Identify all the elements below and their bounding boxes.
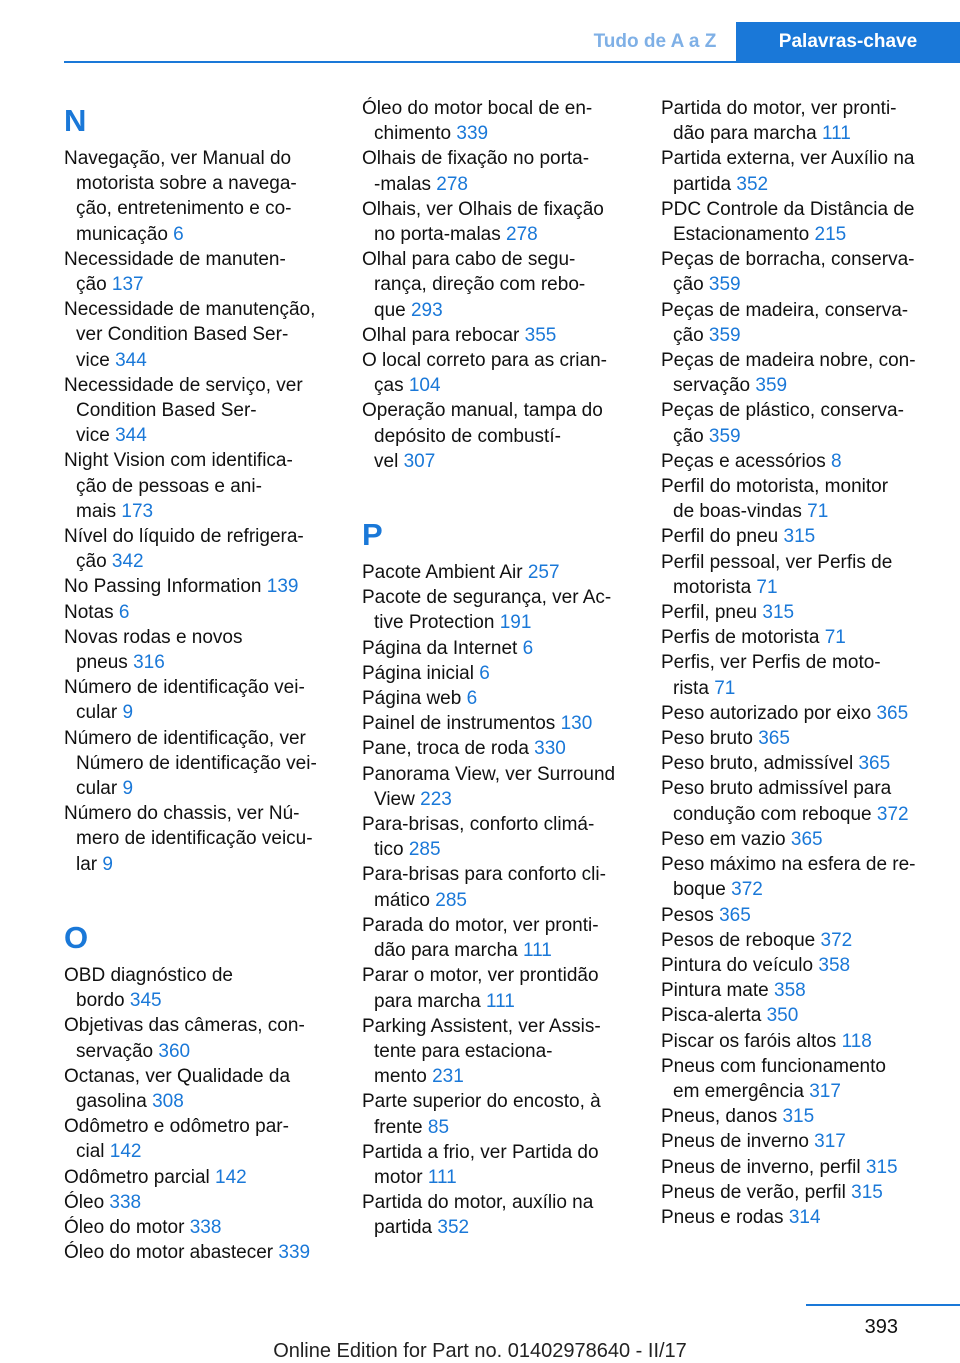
index-entry [362, 197, 634, 247]
entry-page-link[interactable]: 293 [410, 299, 443, 321]
entry-page-link[interactable]: 173 [121, 500, 154, 522]
index-letter-heading: O [64, 919, 89, 955]
entry-term: Perfil pessoal, ver Perfis de motorista [661, 551, 893, 598]
entry-term: Navegação, ver Manual do motorista sobre a navega- ção, entretenimento e co- municação [64, 148, 297, 245]
entry-term: Odômetro parcial [64, 1166, 210, 1188]
entry-term: Pacote Ambient Air [362, 562, 523, 584]
entry-page-link[interactable]: 339 [278, 1242, 311, 1264]
entry-term: Perfis, ver Perfis de moto- rista [661, 652, 881, 699]
index-entry [362, 862, 634, 912]
entry-page-link[interactable]: 315 [851, 1181, 883, 1203]
entry-page-link[interactable]: 338 [189, 1216, 222, 1238]
entry-page-link[interactable]: 111 [522, 940, 552, 962]
entry-term: Pneus de inverno [661, 1131, 809, 1153]
entry-term: Pane, troca de roda [362, 738, 529, 760]
index-entry [362, 348, 634, 398]
index-letter-heading: N [64, 103, 87, 138]
entry-page-link[interactable]: 315 [782, 1106, 815, 1128]
index-entry [661, 650, 933, 700]
entry-page-link[interactable]: 191 [499, 612, 532, 634]
entry-term: O local correto para as crian- ças [362, 350, 607, 397]
index-entry [661, 1205, 933, 1230]
entry-page-link[interactable]: 257 [527, 562, 560, 584]
entry-term: Para-brisas para conforto cli- mático [362, 864, 606, 911]
entry-term: Olhal para rebocar [362, 324, 520, 346]
entry-term: Olhais de fixação no porta- -malas [362, 148, 590, 195]
index-entry [64, 625, 336, 675]
entry-term: Pneus de inverno, perfil [661, 1156, 861, 1178]
entry-page-link[interactable]: 215 [814, 224, 847, 246]
entry-term: Partida externa, ver Auxílio na partida [661, 148, 915, 195]
entry-page-link[interactable]: 139 [266, 576, 299, 598]
entry-term: Notas [64, 601, 114, 623]
entry-page-link[interactable]: 365 [858, 753, 891, 775]
index-entry [661, 903, 933, 928]
entry-term: Pneus, danos [661, 1106, 778, 1128]
index-entry [64, 675, 336, 725]
index-entry [661, 449, 933, 474]
entry-page-link[interactable]: 308 [152, 1090, 184, 1112]
page-number: 393 [864, 1316, 898, 1338]
entry-page-link[interactable]: 6 [479, 662, 490, 684]
entry-page-link[interactable]: 317 [814, 1131, 846, 1153]
entry-term: Night Vision com identifica- ção de pessoas e ani- mais [64, 450, 293, 522]
entry-term: PDC Controle da Distância de Estacionamento [661, 198, 915, 246]
entry-page-link[interactable]: 9 [102, 853, 113, 875]
entry-term: Pisca-alerta [661, 1005, 762, 1027]
index-entry [64, 963, 336, 1013]
entry-term: Olhal para cabo de segu- rança, direção com rebo- que [362, 249, 586, 321]
index-entry [64, 448, 336, 524]
index-entry [661, 1180, 933, 1205]
entry-page-link[interactable]: 365 [719, 904, 751, 926]
entry-page-link[interactable]: 317 [809, 1080, 841, 1102]
section-gap [362, 474, 634, 510]
entry-page-link[interactable]: 71 [824, 627, 846, 649]
section-tab[interactable]: Tudo de A a Z [593, 31, 717, 52]
index-entry [661, 1029, 933, 1054]
entry-page-link[interactable]: 85 [427, 1116, 450, 1138]
entry-page-link[interactable]: 314 [788, 1206, 821, 1228]
index-entry [64, 1114, 336, 1164]
index-entry [661, 524, 933, 549]
entry-page-link[interactable]: 338 [109, 1191, 142, 1213]
entry-page-link[interactable]: 358 [774, 980, 806, 1002]
entry-page-link[interactable]: 365 [876, 702, 909, 724]
index-entry [661, 197, 933, 247]
index-entry [362, 323, 634, 348]
index-entry [362, 560, 634, 585]
entry-page-link[interactable]: 142 [215, 1166, 247, 1188]
entry-page-link[interactable]: 372 [820, 929, 853, 951]
entry-term: Pneus com funcionamento em emergência [661, 1055, 886, 1102]
entry-page-link[interactable]: 104 [408, 375, 441, 397]
entry-page-link[interactable]: 315 [865, 1156, 898, 1178]
entry-page-link[interactable]: 137 [111, 274, 144, 296]
entry-term: Peças de plástico, conserva- ção [661, 400, 904, 447]
entry-page-link[interactable]: 9 [122, 702, 134, 724]
index-entry [64, 297, 336, 373]
index-entry [64, 1215, 336, 1240]
index-entry [64, 1190, 336, 1215]
entry-term: Nível do líquido de refrigera- ção [64, 526, 304, 573]
entry-page-link[interactable]: 372 [731, 879, 763, 901]
entry-term: Olhais, ver Olhais de fixação no porta-malas [362, 198, 604, 246]
entry-term: Piscar os faróis altos [661, 1030, 837, 1052]
entry-term: Pintura mate [661, 980, 769, 1002]
index-entry [661, 146, 933, 196]
index-entry [362, 1140, 634, 1190]
index-entry [362, 762, 634, 812]
entry-term: Número de identificação, ver Número de identificação vei- cular [64, 727, 317, 800]
entry-term: Operação manual, tampa do depósito de combustí- vel [362, 400, 603, 472]
index-entry [661, 953, 933, 978]
entry-term: Para-brisas, conforto climá- tico [362, 814, 595, 861]
index-entry [64, 1165, 336, 1190]
index-entry [64, 1013, 336, 1063]
entry-term: Parar o motor, ver prontidão para marcha [362, 965, 599, 1012]
entry-term: Partida do motor, ver pronti- dão para marcha [661, 98, 897, 145]
entry-term: Painel de instrumentos [362, 713, 556, 735]
index-entry [64, 1064, 336, 1114]
entry-term: Necessidade de manutenção, ver Condition Based Ser- vice [64, 299, 316, 371]
entry-page-link[interactable]: 285 [435, 889, 467, 911]
entry-term: Óleo do motor [64, 1216, 185, 1238]
entry-page-link[interactable]: 342 [111, 551, 144, 573]
index-entry [661, 701, 933, 726]
page-number-rule [806, 1304, 960, 1306]
index-entry [362, 585, 634, 635]
index-entry [64, 524, 336, 574]
index-entry [661, 852, 933, 902]
entry-page-link[interactable]: 315 [783, 526, 816, 548]
index-entry [661, 1054, 933, 1104]
entry-term: Objetivas das câmeras, con- servação [64, 1015, 305, 1062]
header-divider [64, 61, 960, 63]
index-entry [661, 928, 933, 953]
entry-page-link[interactable]: 372 [876, 803, 909, 825]
entry-term: Óleo do motor bocal de en- chimento [362, 98, 593, 145]
entry-page-link[interactable]: 231 [432, 1066, 464, 1088]
entry-term: Parking Assistent, ver Assis- tente para estaciona- mento [362, 1015, 601, 1088]
entry-page-link[interactable]: 71 [756, 576, 778, 598]
index-entry [661, 298, 933, 348]
entry-page-link[interactable]: 359 [708, 324, 741, 346]
entry-page-link[interactable]: 111 [821, 123, 851, 145]
index-entry [661, 1129, 933, 1154]
index-column-2 [362, 96, 634, 1241]
entry-page-link[interactable]: 111 [427, 1166, 457, 1188]
entry-term: Peso bruto admissível para condução com reboque [661, 778, 892, 825]
index-entry [362, 96, 634, 146]
entry-term: Número de identificação vei- cular [64, 677, 305, 724]
entry-term: Peças de madeira, conserva- ção [661, 299, 909, 346]
entry-page-link[interactable]: 278 [506, 224, 538, 246]
entry-term: Pneus de verão, perfil [661, 1181, 846, 1203]
index-entry [362, 686, 634, 711]
entry-page-link[interactable]: 315 [762, 602, 795, 624]
entry-page-link[interactable]: 350 [766, 1005, 799, 1027]
index-entry [362, 963, 634, 1013]
index-entry [661, 726, 933, 751]
index-entry [362, 1089, 634, 1139]
entry-page-link[interactable]: 359 [708, 425, 741, 447]
index-entry [661, 776, 933, 826]
entry-term: OBD diagnóstico de bordo [64, 964, 233, 1012]
entry-page-link[interactable]: 71 [714, 677, 736, 699]
entry-term: Número do chassis, ver Nú- mero de identificação veicu- lar [64, 803, 313, 875]
entry-page-link[interactable]: 8 [831, 450, 842, 472]
index-entry [661, 751, 933, 776]
index-entry [64, 1240, 336, 1265]
entry-term: Página da Internet [362, 637, 518, 659]
entry-term: Novas rodas e novos pneus [64, 626, 243, 674]
entry-term: Perfil do motorista, monitor de boas-vindas [661, 476, 889, 523]
entry-page-link[interactable]: 278 [436, 173, 468, 195]
entry-page-link[interactable]: 71 [807, 501, 829, 523]
index-entry [362, 247, 634, 323]
index-entry [362, 736, 634, 761]
section-gap [64, 877, 336, 913]
entry-term: Panorama View, ver Surround View [362, 763, 616, 810]
entry-term: Peso bruto [661, 728, 753, 750]
entry-term: Odômetro e odômetro par- cial [64, 1116, 289, 1163]
entry-page-link[interactable]: 344 [115, 349, 147, 371]
entry-term: Peso bruto, admissível [661, 753, 854, 775]
entry-term: Partida a frio, ver Partida do motor [362, 1141, 599, 1188]
entry-page-link[interactable]: 360 [158, 1040, 191, 1062]
entry-page-link[interactable]: 6 [522, 637, 534, 659]
entry-term: Octanas, ver Qualidade da gasolina [64, 1065, 291, 1112]
entry-page-link[interactable]: 365 [790, 828, 823, 850]
entry-term: Pesos [661, 904, 714, 926]
entry-term: Perfil, pneu [661, 602, 758, 624]
index-entry [362, 1190, 634, 1240]
entry-page-link[interactable]: 285 [408, 839, 441, 861]
index-entry [64, 146, 336, 247]
entry-page-link[interactable]: 352 [437, 1217, 470, 1239]
entry-page-link[interactable]: 223 [420, 788, 452, 810]
entry-term: Pesos de reboque [661, 929, 816, 951]
entry-page-link[interactable]: 6 [118, 601, 130, 623]
entry-term: Peso máximo na esfera de re- boque [661, 854, 916, 901]
entry-page-link[interactable]: 345 [129, 990, 162, 1012]
entry-term: Peso em vazio [661, 828, 786, 850]
index-entry [64, 574, 336, 599]
entry-term: Página web [362, 688, 462, 710]
index-entry [64, 600, 336, 625]
entry-term: Peças de borracha, conserva- ção [661, 249, 915, 296]
index-entry [661, 96, 933, 146]
entry-page-link[interactable]: 9 [122, 778, 134, 800]
entry-term: Perfis de motorista [661, 627, 820, 649]
entry-page-link[interactable]: 359 [708, 274, 741, 296]
index-entry [362, 146, 634, 196]
entry-page-link[interactable]: 316 [133, 652, 165, 674]
entry-term: No Passing Information [64, 576, 262, 598]
entry-page-link[interactable]: 355 [524, 324, 557, 346]
index-entry [661, 550, 933, 600]
entry-page-link[interactable]: 118 [841, 1030, 872, 1052]
index-entry [362, 812, 634, 862]
entry-page-link[interactable]: 330 [534, 738, 566, 760]
edition-footer: Online Edition for Part no. 01402978640 - II/17 [273, 1340, 687, 1362]
index-entry [362, 398, 634, 474]
entry-page-link[interactable]: 344 [115, 425, 147, 447]
index-entry [64, 373, 336, 449]
entry-page-link[interactable]: 142 [109, 1141, 142, 1163]
entry-page-link[interactable]: 6 [173, 223, 184, 245]
index-entry [362, 913, 634, 963]
index-entry [362, 636, 634, 661]
entry-term: Necessidade de manuten- ção [64, 248, 286, 296]
entry-page-link[interactable]: 365 [758, 728, 790, 750]
entry-term: Parada do motor, ver pronti- dão para marcha [362, 914, 599, 962]
entry-term: Página inicial [362, 662, 474, 684]
entry-page-link[interactable]: 6 [466, 688, 478, 710]
entry-page-link[interactable]: 307 [403, 450, 436, 472]
index-entry [362, 1014, 634, 1090]
index-entry [661, 247, 933, 297]
entry-term: Pacote de segurança, ver Ac- tive Protection [362, 587, 612, 634]
entry-page-link[interactable]: 339 [456, 123, 489, 145]
entry-term: Óleo [64, 1191, 105, 1213]
entry-term: Peças e acessórios [661, 450, 826, 472]
entry-term: Peso autorizado por eixo [661, 702, 872, 724]
index-entry [362, 711, 634, 736]
entry-term: Peças de madeira nobre, con- servação [661, 350, 916, 397]
entry-term: Pneus e rodas [661, 1206, 784, 1228]
index-entry [362, 661, 634, 686]
entry-term: Parte superior do encosto, à frente [362, 1091, 601, 1138]
index-letter-heading: P [362, 517, 383, 553]
entry-page-link[interactable]: 358 [818, 954, 851, 976]
entry-term: Pintura do veículo [661, 954, 814, 976]
entry-term: Partida do motor, auxílio na partida [362, 1192, 594, 1239]
entry-term: Perfil do pneu [661, 526, 779, 548]
index-entry [661, 1104, 933, 1129]
entry-term: Necessidade de serviço, ver Condition Based Ser- vice [64, 374, 303, 447]
index-entry [661, 1155, 933, 1180]
entry-page-link[interactable]: 111 [485, 990, 515, 1012]
index-entry [64, 801, 336, 877]
entry-page-link[interactable]: 352 [736, 173, 769, 195]
index-entry [661, 474, 933, 524]
index-entry [661, 827, 933, 852]
entry-page-link[interactable]: 130 [560, 713, 593, 735]
index-entry [64, 247, 336, 297]
entry-page-link[interactable]: 359 [755, 375, 788, 397]
index-entry [661, 978, 933, 1003]
index-entry [661, 600, 933, 625]
index-entry [661, 348, 933, 398]
index-entry [64, 726, 336, 802]
index-entry [661, 398, 933, 448]
index-entry [661, 1003, 933, 1028]
entry-term: Óleo do motor abastecer [64, 1242, 274, 1264]
keywords-tab[interactable]: Palavras-chave [736, 22, 960, 62]
index-column-1 [64, 96, 336, 1265]
index-entry [661, 625, 933, 650]
index-column-3 [661, 96, 933, 1230]
